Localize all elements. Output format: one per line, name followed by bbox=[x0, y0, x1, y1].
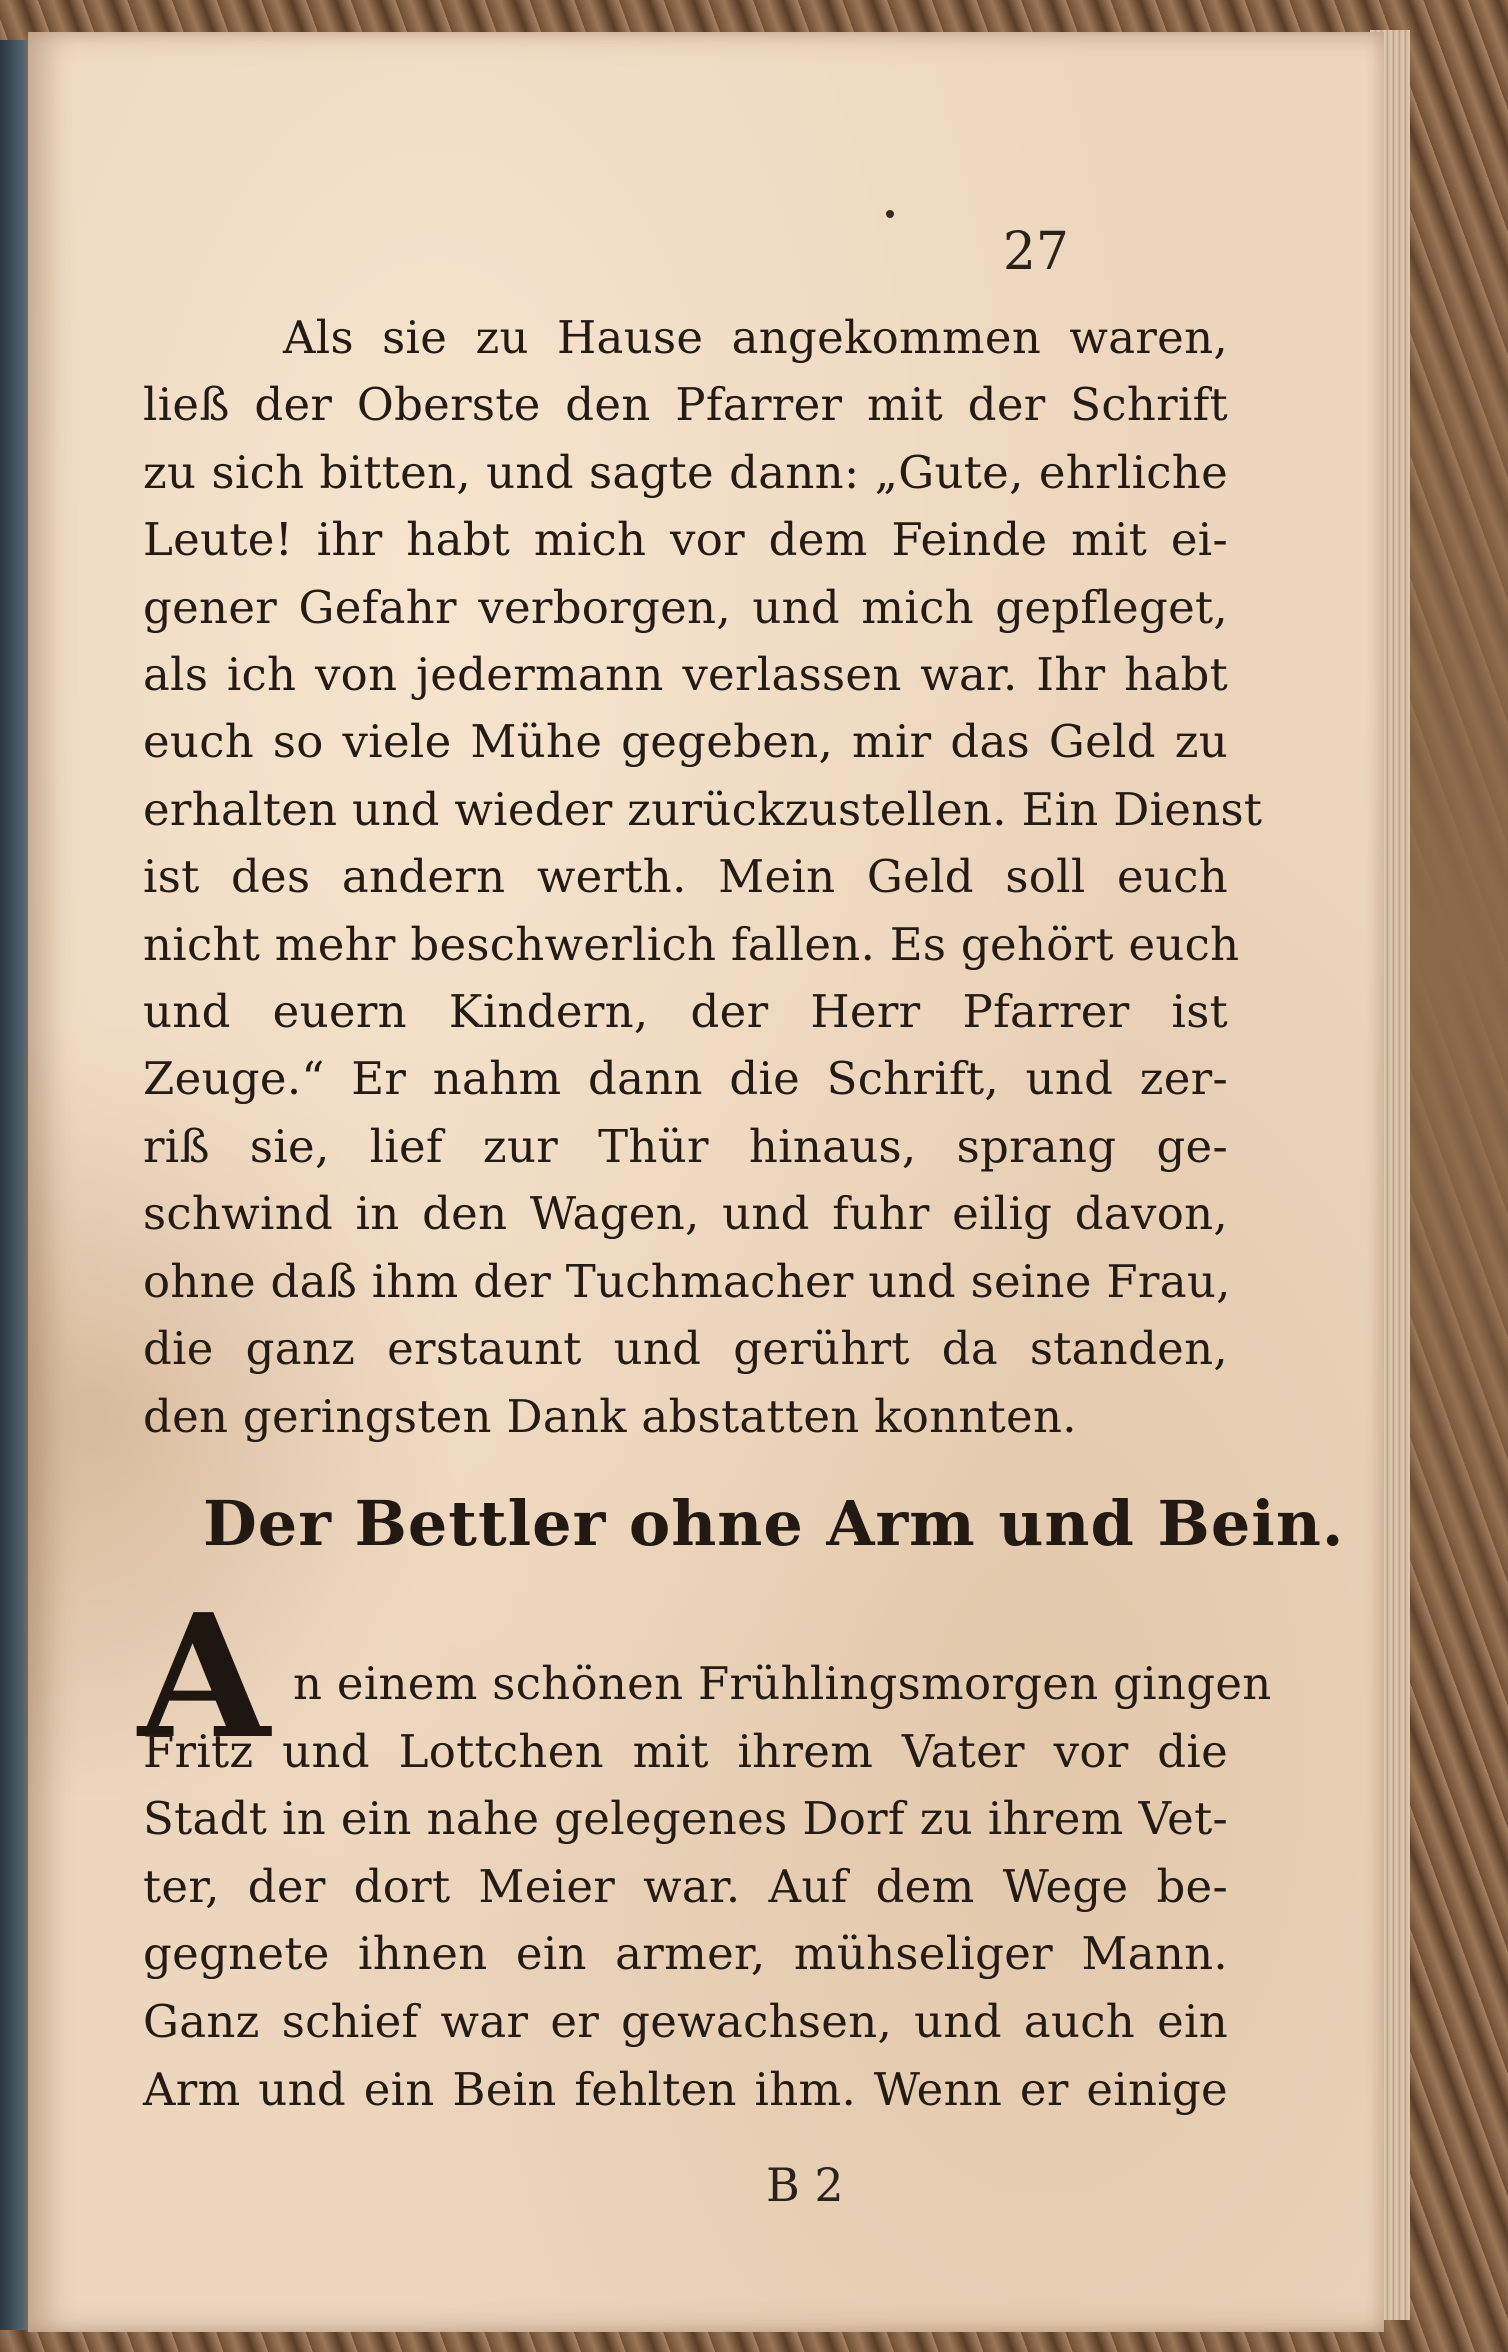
text-line: den geringsten Dank abstatten konnten. bbox=[143, 1389, 1077, 1443]
text-line: Arm und ein Bein fehlten ihm. Wenn er einige bbox=[143, 2062, 1228, 2116]
text-line: Ganz schief war er gewachsen, und auch ein bbox=[143, 1994, 1228, 2048]
text-line: euch so viele Mühe gegeben, mir das Geld zu bbox=[143, 715, 1228, 769]
text-line: und euern Kindern, der Herr Pfarrer ist bbox=[143, 985, 1228, 1039]
text-line: nicht mehr beschwerlich fallen. Es gehört euch bbox=[143, 917, 1240, 971]
text-line: schwind in den Wagen, und fuhr eilig davon, bbox=[143, 1187, 1228, 1241]
text-line: erhalten und wieder zurückzustellen. Ein Dienst bbox=[143, 782, 1263, 836]
paragraph-1 bbox=[143, 304, 1263, 1450]
text-line: Stadt in ein nahe gelegenes Dorf zu ihrem Vet- bbox=[143, 1792, 1228, 1846]
text-line: zu sich bitten, und sagte dann: „Gute, ehrliche bbox=[143, 445, 1228, 499]
text-line: n einem schönen Frühlingsmorgen gingen bbox=[293, 1657, 1272, 1710]
page-number: 27 bbox=[1002, 222, 1069, 282]
text-line: als ich von jedermann verlassen war. Ihr habt bbox=[143, 648, 1228, 702]
text-line: riß sie, lief zur Thür hinaus, sprang ge- bbox=[143, 1119, 1228, 1173]
text-line: ist des andern werth. Mein Geld soll euch bbox=[143, 850, 1228, 904]
text-line: Zeuge.“ Er nahm dann die Schrift, und zer- bbox=[143, 1052, 1228, 1106]
text-line: gener Gefahr verborgen, und mich gepfleget, bbox=[143, 580, 1228, 634]
paragraph-2 bbox=[143, 1650, 1272, 2123]
text-line: ter, der dort Meier war. Auf dem Wege be- bbox=[143, 1859, 1228, 1913]
ink-dot bbox=[886, 210, 894, 218]
text-line: gegnete ihnen ein armer, mühseliger Mann. bbox=[143, 1927, 1228, 1981]
section-heading: Der Bettler ohne Arm und Bein. bbox=[203, 1487, 1345, 1560]
text-line: ohne daß ihm der Tuchmacher und seine Frau, bbox=[143, 1254, 1231, 1308]
drop-cap: A bbox=[138, 1577, 270, 1777]
text-line: die ganz erstaunt und gerührt da standen, bbox=[143, 1322, 1228, 1376]
signature-mark: B 2 bbox=[766, 2158, 844, 2212]
text-line: Als sie zu Hause angekommen waren, bbox=[283, 311, 1228, 364]
text-line: ließ der Oberste den Pfarrer mit der Schrift bbox=[143, 378, 1228, 432]
text-line: Leute! ihr habt mich vor dem Feinde mit ei- bbox=[143, 513, 1228, 567]
text-line: Fritz und Lottchen mit ihrem Vater vor die bbox=[143, 1724, 1228, 1778]
book-page bbox=[28, 32, 1384, 2332]
